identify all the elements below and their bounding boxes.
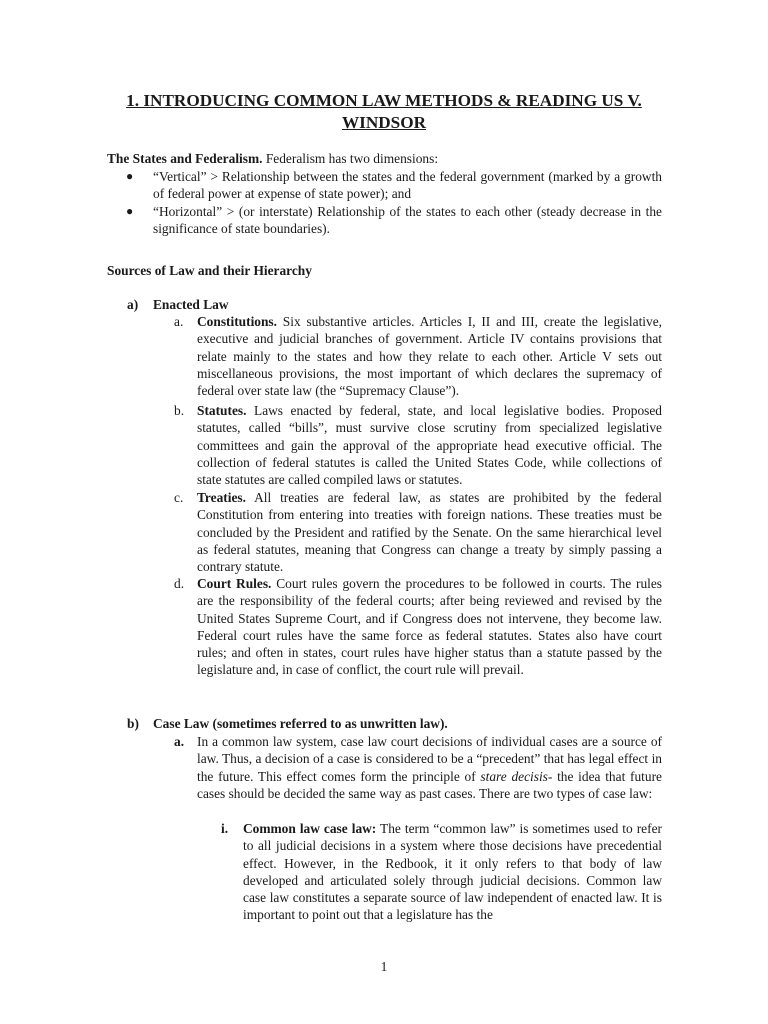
constitutions-term: Constitutions. — [197, 314, 277, 329]
enacted-marker: a) — [127, 297, 139, 312]
statutes-marker: b. — [174, 403, 185, 418]
caselaw-heading: Case Law (sometimes referred to as unwritten law). — [153, 716, 448, 731]
statutes-text: Laws enacted by federal, state, and local legislative bodies. Proposed statutes, called “bills”, must survive close scrutiny from specialized legislative committees and gain the approval of the appropriate head executive official. The collection of federal statutes is called the United States Code, while collections of state statutes are called compiled laws or statutes. — [197, 403, 662, 488]
federalism-bullet-list — [126, 168, 662, 237]
constitutions-text: Six substantive articles. Articles I, II and III, create the legislative, executive and judicial branches of government. Article IV contains provisions that relate mainly to the states and how they relate to each other. Article V sets out miscellaneous provisions, the most important of which declares the supremacy of federal over state law (the “Supremacy Clause”). — [197, 314, 662, 399]
constitutions-paragraph — [197, 313, 662, 399]
caselaw-a-text-1: In a common law system, case law court decisions of individual cases are a source of law. Thus, a decision of a case is considered to be a “precedent” that has legal effect in the future. This effect comes form the principle of — [197, 734, 662, 784]
sources-heading: Sources of Law and their Hierarchy — [107, 263, 312, 278]
caselaw-a-paragraph — [197, 733, 662, 802]
page-number: 1 — [380, 959, 388, 974]
common-law-paragraph — [243, 820, 662, 924]
caselaw-a-text-2: - the idea that future cases should be decided the same way as past cases. There are two types of case law: — [197, 768, 662, 801]
list-item — [126, 168, 662, 203]
court-rules-text: Court rules govern the procedures to be followed in courts. The rules are the responsibility of the federal courts; after being reviewed and revised by the United States Supreme Court, and if Congress does not intervene, they become law. Federal court rules have the same force as federal statutes. States also have court rules; and often in states, court rules have higher status than a statute passed by the legislature and, in case of conflict, the court rule will prevail. — [197, 576, 663, 678]
court-rules-term: Court Rules. — [197, 576, 272, 591]
statutes-term: Statutes. — [197, 403, 247, 418]
bullet-text: “Horizontal” > (or interstate) Relationship of the states to each other (steady decrease in the significance of state boundaries). — [153, 203, 662, 236]
common-law-text: The term “common law” is sometimes used to refer to all judicial decisions in a system where those decisions have precedential effect. However, in the Redbook, it it only refers to that body of law developed and articulated solely through judicial decisions. Common law case law constitutes a separate source of law independent of enacted law. It is important to point out that a legislature has the — [243, 821, 662, 923]
statutes-paragraph — [197, 402, 662, 488]
treaties-text: All treaties are federal law, as states are prohibited by the federal Constitution from entering into treaties with foreign nations. These treaties must be concluded by the President and ratified by the Senate. On the same hierarchical level as federal statutes, meaning that Congress can change a treaty by simply passing a contrary statute. — [197, 490, 662, 575]
bullet-text: “Vertical” > Relationship between the states and the federal government (marked by a growth of federal power at expense of state power); and — [153, 169, 662, 202]
common-law-marker: i. — [221, 821, 229, 836]
treaties-paragraph — [197, 489, 662, 575]
bullet-icon: ● — [126, 169, 134, 183]
common-law-term: Common law case law: — [243, 821, 377, 836]
federalism-paragraph — [107, 150, 667, 167]
treaties-marker: c. — [174, 490, 184, 505]
court-rules-marker: d. — [174, 576, 185, 591]
caselaw-a-marker: a. — [174, 734, 185, 749]
treaties-term: Treaties. — [197, 490, 246, 505]
federalism-heading: The States and Federalism. — [107, 151, 263, 166]
federalism-intro: Federalism has two dimensions: — [262, 151, 439, 166]
bullet-icon: ● — [126, 203, 134, 218]
enacted-heading: Enacted Law — [153, 297, 229, 312]
court-rules-paragraph — [197, 575, 662, 679]
caselaw-marker: b) — [127, 716, 139, 731]
page-title: 1. INTRODUCING COMMON LAW METHODS & READING US V. WINDSOR — [126, 91, 642, 132]
stare-decisis-term: stare decisis — [480, 768, 548, 784]
constitutions-marker: a. — [174, 314, 184, 329]
list-item — [126, 203, 662, 238]
